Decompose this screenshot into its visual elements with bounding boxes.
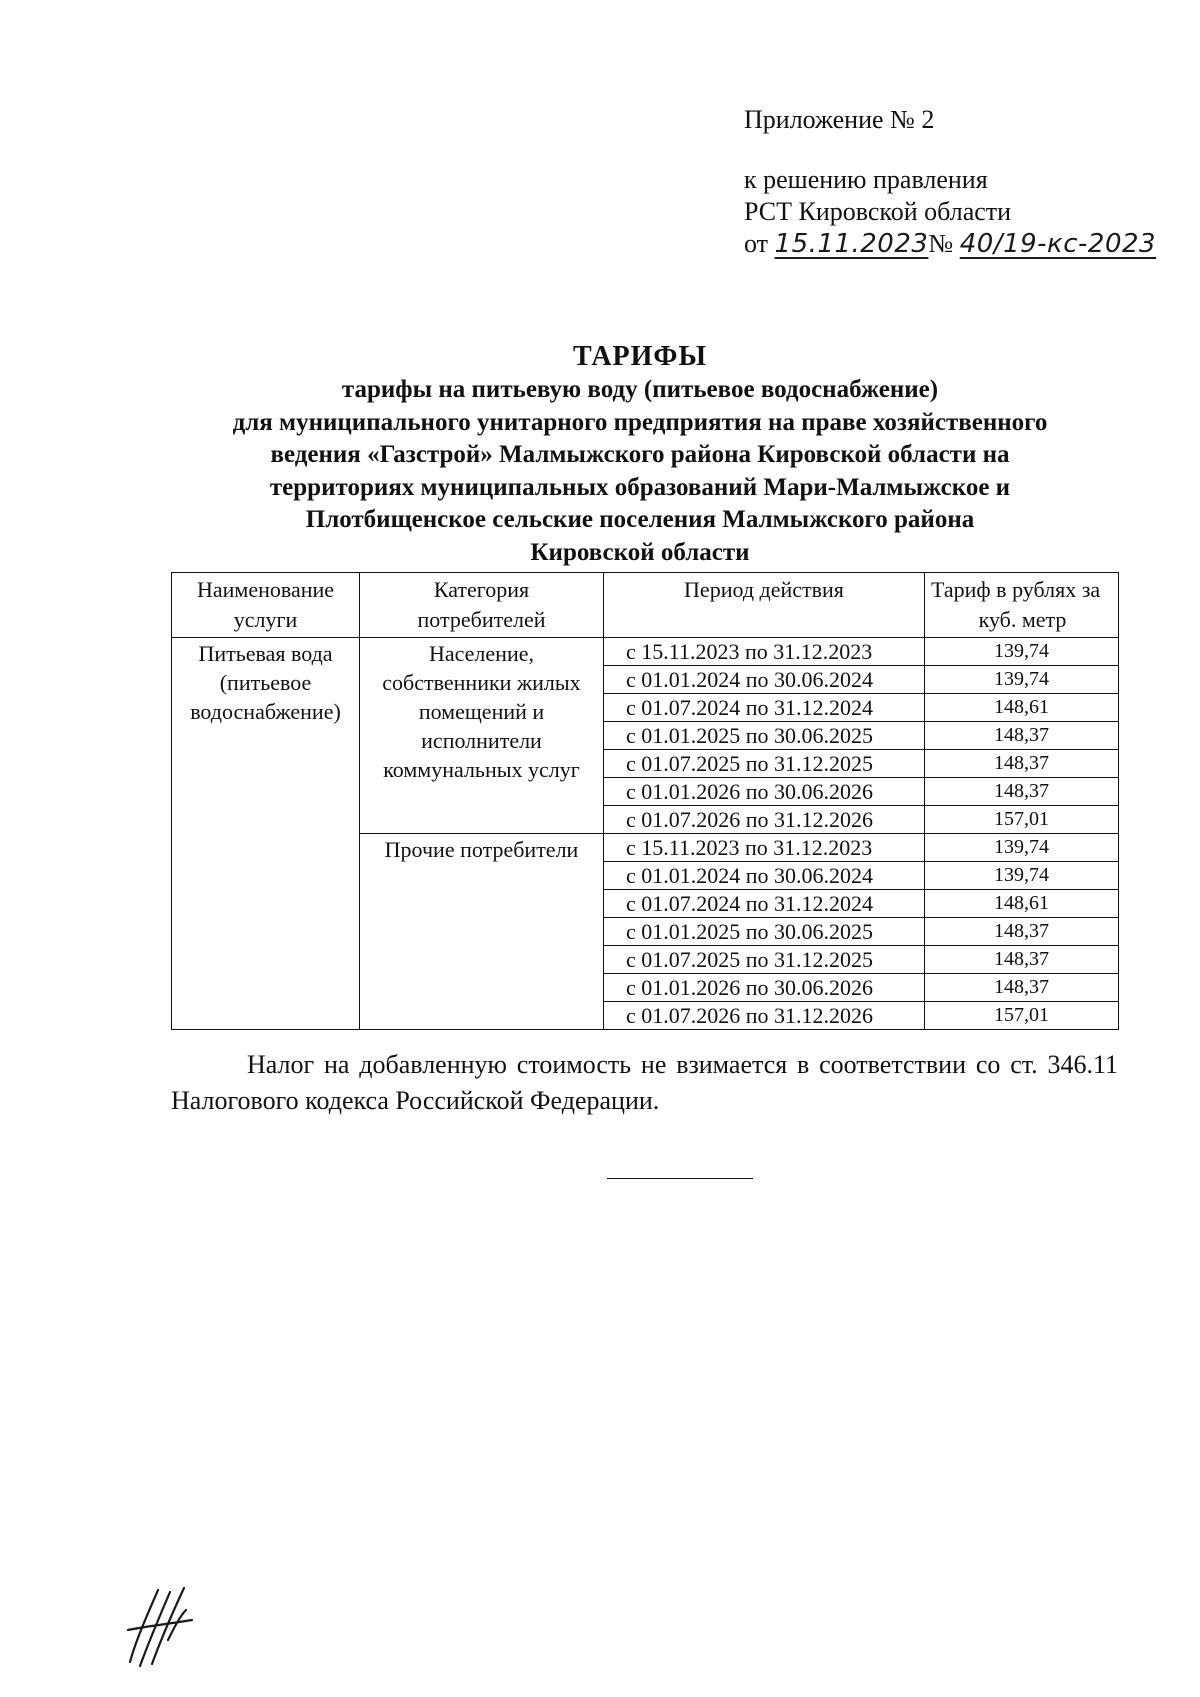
appendix-date-line	[744, 228, 1164, 260]
tariff-cell: 139,74	[925, 862, 1119, 890]
document-title: ТАРИФЫ	[573, 341, 707, 372]
tax-note-line: Налог на добавленную стоимость не взимается в соответствии со	[247, 1050, 1001, 1079]
subtitle-line: тарифы на питьевую воду (питьевое водоснабжение)	[341, 376, 939, 403]
number-sign: №	[928, 229, 954, 258]
date-prefix: от	[744, 229, 769, 258]
period-cell: с 01.07.2026 по 31.12.2026	[604, 806, 925, 834]
handwritten-date: 15.11.2023	[774, 229, 929, 259]
category-cell-other: Прочие потребители	[360, 834, 604, 1030]
subtitle-line: для муниципального унитарного предприятия на праве хозяйственного	[232, 408, 1048, 436]
period-cell: с 15.11.2023 по 31.12.2023	[604, 638, 925, 666]
period-cell: с 01.07.2024 по 31.12.2024	[604, 694, 925, 722]
tariff-cell: 148,61	[925, 890, 1119, 918]
tariff-cell: 139,74	[925, 638, 1119, 666]
tariff-table	[171, 572, 1119, 1030]
period-cell: с 01.01.2024 по 30.06.2024	[604, 666, 925, 694]
period-cell: с 01.01.2026 по 30.06.2026	[604, 778, 925, 806]
tariff-cell: 148,37	[925, 946, 1119, 974]
appendix-authority-line: РСТ Кировской области	[744, 197, 1012, 226]
subtitle-line: территориях муниципальных образований Мари-Малмыжское и	[269, 473, 1011, 501]
header-tariff: Тариф в рублях за куб. метр	[925, 573, 1119, 638]
tariff-cell: 157,01	[925, 806, 1119, 834]
header-service: Наименование услуги	[172, 573, 360, 638]
table-row	[172, 638, 1119, 666]
appendix-header	[744, 104, 1164, 260]
subtitle-line: Кировской области	[530, 538, 750, 566]
tax-note	[171, 1047, 1118, 1119]
category-cell-population: Население, собственники жилых помещений и исполнители коммунальных услуг	[360, 638, 604, 834]
period-cell: с 01.01.2025 по 30.06.2025	[604, 918, 925, 946]
tariff-cell: 148,37	[925, 918, 1119, 946]
appendix-number: Приложение № 2	[744, 105, 935, 134]
service-cell: Питьевая вода (питьевое водоснабжение)	[172, 638, 360, 1030]
tariff-cell: 139,74	[925, 666, 1119, 694]
signature-mark	[118, 1570, 208, 1670]
tariff-cell: 148,37	[925, 974, 1119, 1002]
handwritten-decision-number: 40/19-кс-2023	[959, 229, 1157, 259]
period-cell: с 01.01.2024 по 30.06.2024	[604, 862, 925, 890]
tariff-cell: 148,37	[925, 722, 1119, 750]
document-title-block	[150, 340, 1130, 569]
appendix-decision-line: к решению правления	[744, 165, 988, 194]
period-cell: с 01.01.2026 по 30.06.2026	[604, 974, 925, 1002]
tariff-cell: 148,61	[925, 694, 1119, 722]
header-category: Категория потребителей	[360, 573, 604, 638]
table-header-row	[172, 573, 1119, 638]
tariff-cell: 139,74	[925, 834, 1119, 862]
closing-divider	[607, 1178, 753, 1179]
subtitle-line: ведения «Газстрой» Малмыжского района Кировской области на	[270, 441, 1010, 468]
period-cell: с 01.07.2025 по 31.12.2025	[604, 750, 925, 778]
tariff-cell: 148,37	[925, 750, 1119, 778]
header-period: Период действия	[604, 573, 925, 638]
period-cell: с 01.07.2026 по 31.12.2026	[604, 1002, 925, 1030]
period-cell: с 01.01.2025 по 30.06.2025	[604, 722, 925, 750]
period-cell: с 15.11.2023 по 31.12.2023	[604, 834, 925, 862]
tax-note-line: ст. 346.11 Налогового кодекса Российской Федерации.	[171, 1050, 1119, 1115]
document-subtitle	[150, 374, 1130, 569]
period-cell: с 01.07.2024 по 31.12.2024	[604, 890, 925, 918]
tariff-cell: 157,01	[925, 1002, 1119, 1030]
subtitle-line: Плотбищенское сельские поселения Малмыжского района	[305, 506, 975, 533]
period-cell: с 01.07.2025 по 31.12.2025	[604, 946, 925, 974]
tariff-cell: 148,37	[925, 778, 1119, 806]
